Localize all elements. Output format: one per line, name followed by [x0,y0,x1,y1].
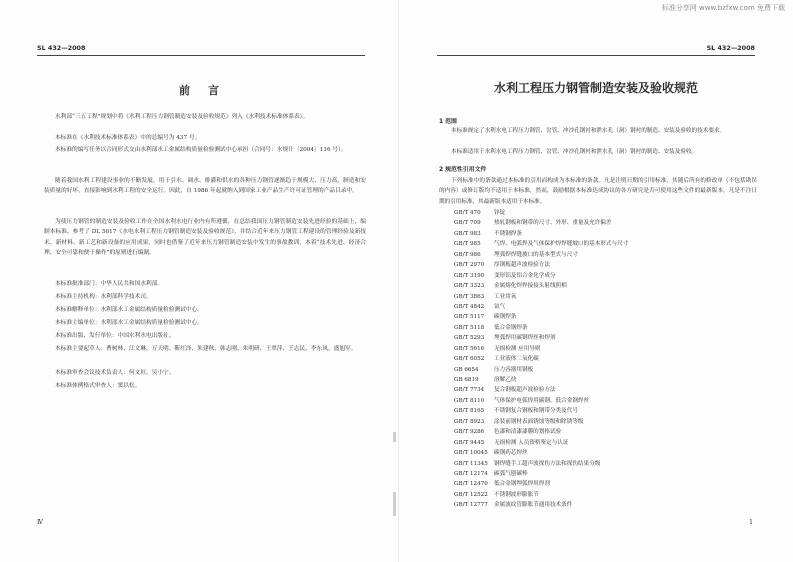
standard-reference [454,396,764,406]
standard-title: 不锈钢复合钢板和钢带分类及代号 [494,408,578,415]
standard-title: 压力容器用钢板 [494,366,534,373]
standard-reference [454,459,764,469]
standard-title: 碳钢焊条 [494,314,517,321]
standard-code: GB 6654 [454,366,479,373]
standard-title: 复合钢板超声波检验方法 [494,387,556,394]
standard-title: 不锈钢波形膨胀节 [494,491,539,498]
watermark-text: 标准分享网 www.bzfxw.com 免费下载 [661,4,785,12]
standard-code: GB/T 5117 [454,314,485,321]
standard-code: GB/T 12522 [454,491,488,498]
foreword-paragraph: 为使压力钢管的制造安装及验收工作在全国水利水电行业内有所遵循，在总结我国压力钢管制造安装先进经验的基础上，编制本标准，参考了 DL 5017《水电水利工程压力钢管制造安装及验收规范》，并结合近年来压力钢管工程建设的管理经验及新技术、新材料、新工艺和新设备的应用成果，同时也借鉴了近年来压力钢管制造安装中发生的事故教训，本着“技术先进、经济合理、安全可靠和便于操作”的原则进行编制。 [44,219,366,257]
standard-code: GB/T 3323 [454,283,485,290]
standard-code: GB/T 9286 [454,429,485,436]
standard-code: GB/T 8923 [454,418,485,425]
standard-code: GB/T 11345 [454,460,488,467]
standard-reference [454,375,764,385]
standard-reference [454,500,764,510]
standard-reference [454,427,764,437]
standard-code: GB/T 709 [454,220,481,227]
standard-title: 工业用氧 [494,293,517,300]
standard-title: 钢焊缝手工超声波探伤方法和探伤结果分级 [494,460,601,467]
standard-reference [454,354,764,364]
section-paragraph: 本标准规定了水利水电工程压力钢管、岔管、冲沙孔钢衬和泄水孔（洞）钢衬的制造、安装及验收的技术要求。 [451,128,726,134]
standard-code: GB/T 983 [454,230,481,237]
standard-code: GB/T 470 [454,210,481,216]
standard-reference [454,469,764,479]
standard-reference [454,385,764,395]
right-page [399,0,793,562]
standard-code: GB 6819 [454,377,479,383]
standard-reference [454,208,764,218]
standard-reference [454,271,764,281]
standard-reference [454,323,764,333]
right-header: SL 432—2008 [706,44,755,52]
standard-code: GB/T 985 [454,241,481,248]
standard-reference [454,448,764,458]
standard-reference [454,281,764,291]
standard-reference [454,239,764,249]
standard-title: 低合金钢埋弧焊用焊剂 [494,481,550,488]
left-page-number: Ⅳ [37,519,43,526]
foreword-paragraph: 随着我国水利工程建设事业的不断发展，用于引水、调水、排灌和供水的各种压力钢管逐渐趋于规模大、压力高，制造和安装质量的好坏，直接影响到水利工程的安全运行。因此，自 1986 年起就纳入到国家工业产品生产许可证管理的产品目录中。 [44,178,366,195]
credit-line: 本标准出版、发行单位：中国水利水电出版社。 [55,333,175,339]
standard-code: GB/T 10045 [454,450,488,457]
standard-reference [454,417,764,427]
standard-title: 气体保护电弧焊用碳钢、低合金钢焊丝 [494,397,590,404]
credit-line: 本标准解释单位：水利部水工金属结构质量检验测试中心。 [55,307,203,313]
standard-title: 氩气 [494,303,506,310]
standard-title: 工业液体二氧化碳 [494,356,539,363]
standard-code: GB/T 7734 [454,387,485,394]
left-header: SL 432—2008 [37,44,86,52]
foreword-paragraph: 本标准在《水利技术标准体系表》中的总编号为 437 号。 [55,135,201,141]
standard-reference [454,302,764,312]
standard-title: 色漆和清漆漆膜的划格试验 [494,429,562,436]
standard-reference [454,250,764,260]
standard-code: GB/T 8165 [454,408,485,415]
standard-code: GB/T 12777 [454,502,488,509]
standard-code: GB/T 4842 [454,303,485,310]
standard-reference [454,490,764,500]
section-heading: 2 规范性引用文件 [439,167,487,173]
standard-code: GB/T 5293 [454,335,485,342]
credit-line: 本标准审查会议技术负责人：何文垣、吴小宁。 [55,370,175,376]
standard-code: GB/T 5616 [454,345,485,352]
credit-line: 本标准主要起草人：曹树林、江文琳、万天明、靳红泽、朱建秋、韩志刚、朱明研、王翠萍、王志民、李东风、盛旭军。 [55,346,357,352]
standard-title: 碳钢药芯焊丝 [494,450,528,457]
credit-line: 本标准体例格式审查人：窦以松。 [55,383,141,389]
credit-line: 本标准主编单位：水利部水工金属结构质量检验测试中心。 [55,320,203,326]
fold-mark [393,432,396,442]
standard-reference [454,365,764,375]
normative-reference-list [454,208,764,511]
standard-code: GB/T 9445 [454,439,485,446]
standard-reference [454,312,764,322]
standard-title: 金属波纹管膨胀节通用技术条件 [494,502,573,509]
foreword-paragraph: 水利部“三五工程”规划中将《水利工程压力钢管制造安装及验收规范》列入《水利技术标准体系表》。 [55,114,309,120]
standard-reference [454,229,764,239]
foreword-paragraph: 本标准的编写任务以合同形式交由水利部水工金属结构质量检验测试中心承担（合同号：水规计〔2004〕116 号）。 [55,147,347,153]
standard-title: 埋弧焊焊缝坡口的基本型式与尺寸 [494,251,578,258]
standard-code: GB/T 986 [454,251,481,258]
standard-title: 热轧钢板和钢带的尺寸、外形、重量及允许偏差 [494,220,612,227]
standard-code: GB/T 2970 [454,262,485,269]
standard-title: 变形铝及铝合金化学成分 [494,272,556,279]
standard-title: 无损检测 人员资格鉴定与认证 [494,439,569,446]
standard-reference [454,406,764,416]
credit-line: 本标准主持机构：水利部科学技术司。 [55,294,152,300]
standard-reference [454,438,764,448]
standard-title: 无损检测 应用导则 [494,345,541,352]
standard-title: 碳弧气刨碳棒 [494,470,528,477]
right-header-rule [437,55,755,56]
standard-title: 低合金钢焊条 [494,324,528,331]
section-paragraph: 下列标准中的条款通过本标准的引用而构成为本标准的条款。凡是注明日期的引用标准，其随后所有的修改单（不包括勘误的内容）或修订版均不适用于本标准，然而，鼓励根据本标准达成协议的各方研究是否可使用这些文件的最新版本。凡是不注日期的引用标准，其最新版本适用于本标准。 [439,178,757,205]
standard-reference [454,292,764,302]
standard-title: 锌锭 [494,210,506,216]
section-heading: 1 范围 [439,119,457,125]
section-paragraph: 本标准适用于水利水电工程压力钢管、岔管、冲沙孔钢衬和泄水孔（洞）钢衬的制造、安装及验收。 [451,149,698,155]
standard-code: GB/T 8110 [454,397,485,404]
standard-title: 不锈钢焊条 [494,230,522,237]
standard-code: GB/T 3863 [454,293,485,300]
standard-reference [454,344,764,354]
standard-title: 厚钢板超声波检验方法 [494,262,550,269]
standard-code: GB/T 12470 [454,481,488,488]
standard-title: 水利工程压力钢管制造安装及验收规范 [493,81,698,95]
standard-title: 金属熔化焊焊接接头射线照相 [494,283,567,290]
foreword-title: 前言 [179,84,237,97]
standard-title: 溶解乙炔 [494,377,517,383]
standard-code: GB/T 6052 [454,356,485,363]
standard-title: 涂装前钢材表面锈蚀等级和除锈等级 [494,418,584,425]
standard-reference [454,218,764,228]
standard-code: GB/T 12174 [454,470,488,477]
standard-reference [454,333,764,343]
standard-code: GB/T 5118 [454,324,485,331]
credit-line: 本标准批准部门：中华人民共和国水利部。 [55,281,164,287]
right-page-number: 1 [749,519,753,526]
standard-title: 气焊、电弧焊及气体保护焊焊缝坡口的基本形式与尺寸 [494,241,629,248]
fold-mark [393,492,396,516]
standard-reference [454,479,764,489]
standard-reference [454,260,764,270]
standard-title: 埋弧焊用碳钢焊丝和焊剂 [494,335,556,342]
left-header-rule [37,55,365,56]
standard-code: GB/T 3190 [454,272,485,279]
